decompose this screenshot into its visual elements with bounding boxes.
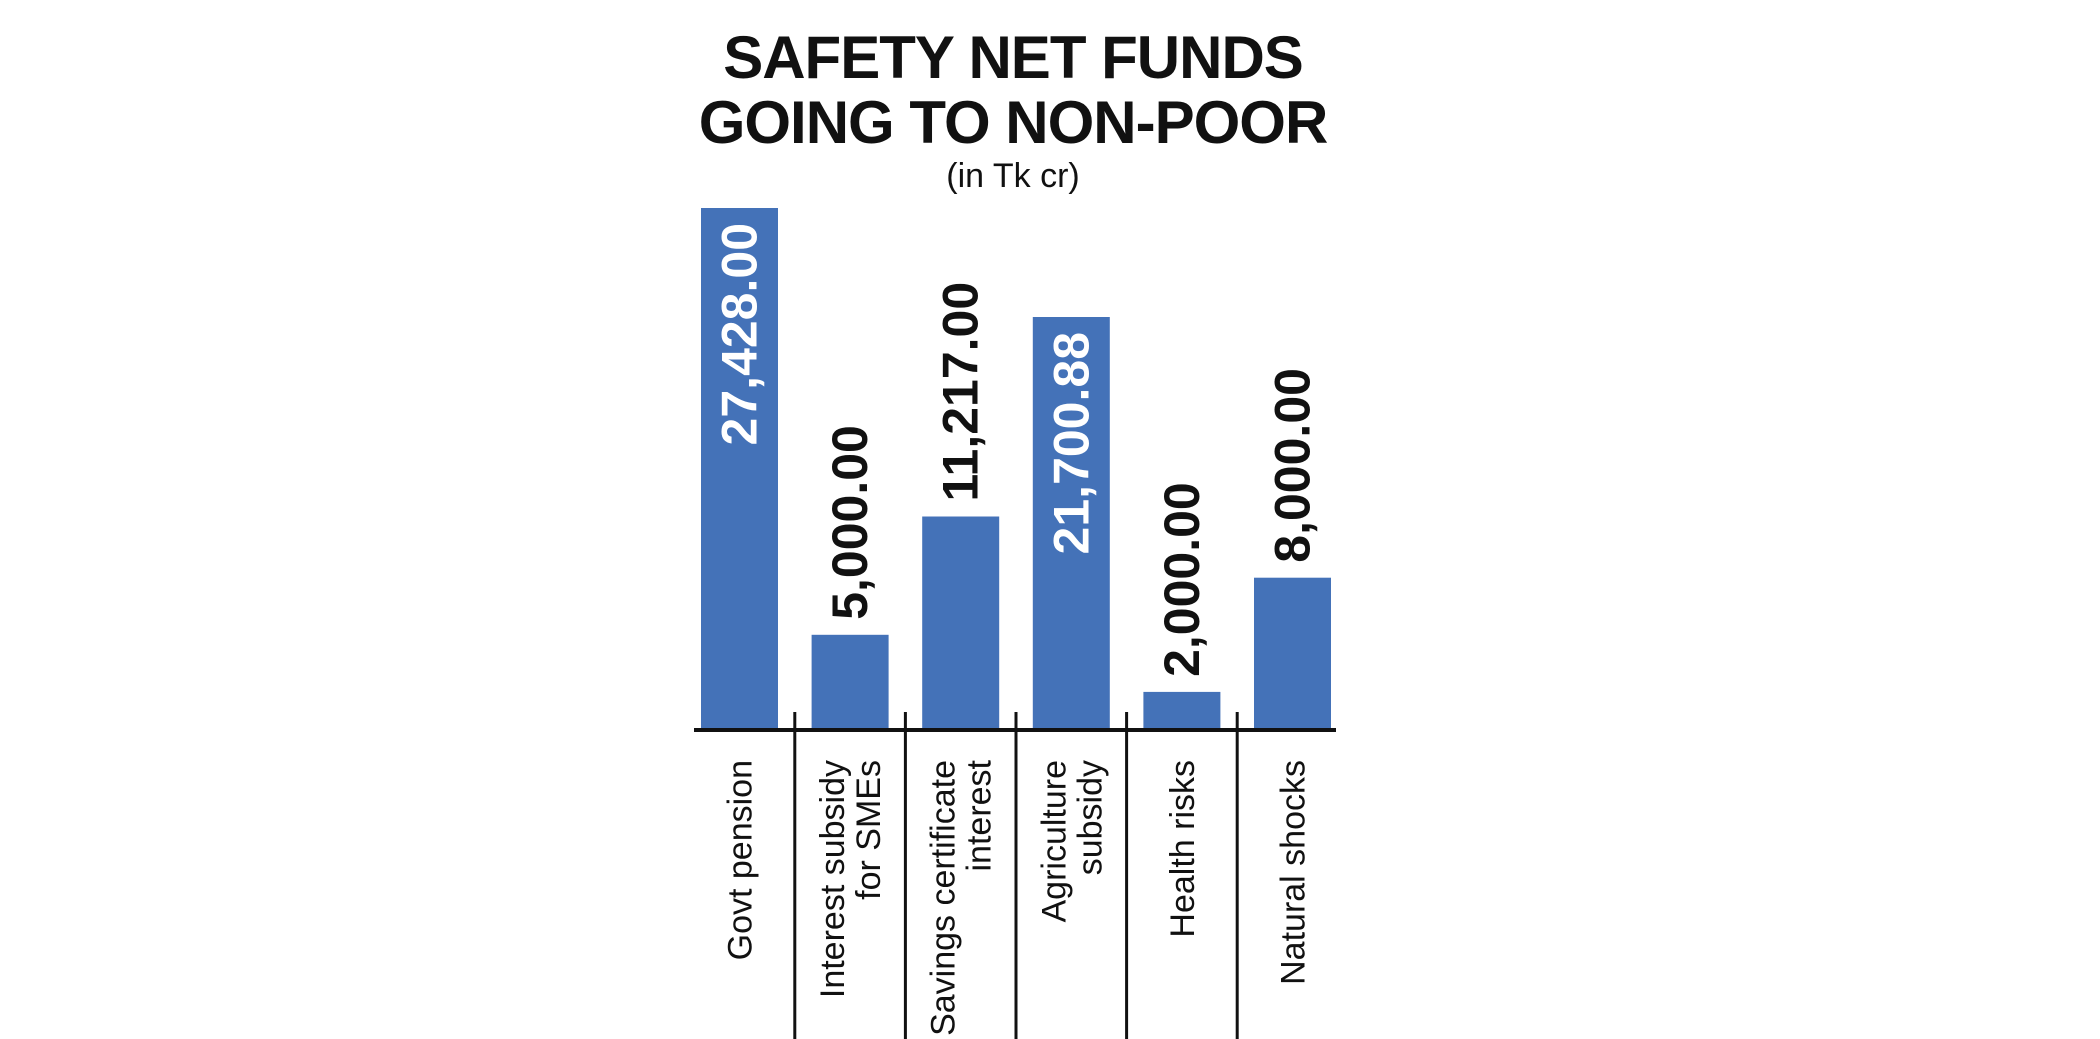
value-label-1: 5,000.00 xyxy=(822,425,879,620)
value-label-5: 8,000.00 xyxy=(1264,368,1321,563)
x-axis xyxy=(694,712,1336,1039)
category-label-3-line-0: Agriculture xyxy=(1035,760,1074,923)
value-label-0: 27,428.00 xyxy=(711,223,768,446)
chart-title-line-1: SAFETY NET FUNDS xyxy=(723,24,1303,91)
bar-4 xyxy=(1143,692,1220,730)
category-label-3-line-1: subsidy xyxy=(1071,760,1110,876)
value-label-2: 11,217.00 xyxy=(932,281,989,502)
chart-title-line-2: GOING TO NON-POOR xyxy=(698,89,1328,156)
value-labels-group xyxy=(712,223,1321,677)
category-label-0-line-0: Govt pension xyxy=(721,760,760,961)
value-label-3: 21,700.88 xyxy=(1043,332,1100,555)
chart-subtitle: (in Tk cr) xyxy=(946,157,1080,195)
category-label-2-line-0: Savings certificate xyxy=(924,760,963,1036)
bar-1 xyxy=(812,635,889,730)
chart-title xyxy=(699,24,1328,195)
value-label-4: 2,000.00 xyxy=(1153,482,1210,677)
category-label-5-line-0: Natural shocks xyxy=(1274,760,1313,985)
bar-5 xyxy=(1254,578,1331,730)
bar-2 xyxy=(922,517,999,731)
category-label-1-line-0: Interest subsidy xyxy=(814,760,853,999)
category-label-2-line-1: interest xyxy=(960,760,999,872)
category-label-1-line-1: for SMEs xyxy=(850,760,889,900)
bars-group xyxy=(701,208,1331,730)
category-label-4-line-0: Health risks xyxy=(1163,760,1202,938)
